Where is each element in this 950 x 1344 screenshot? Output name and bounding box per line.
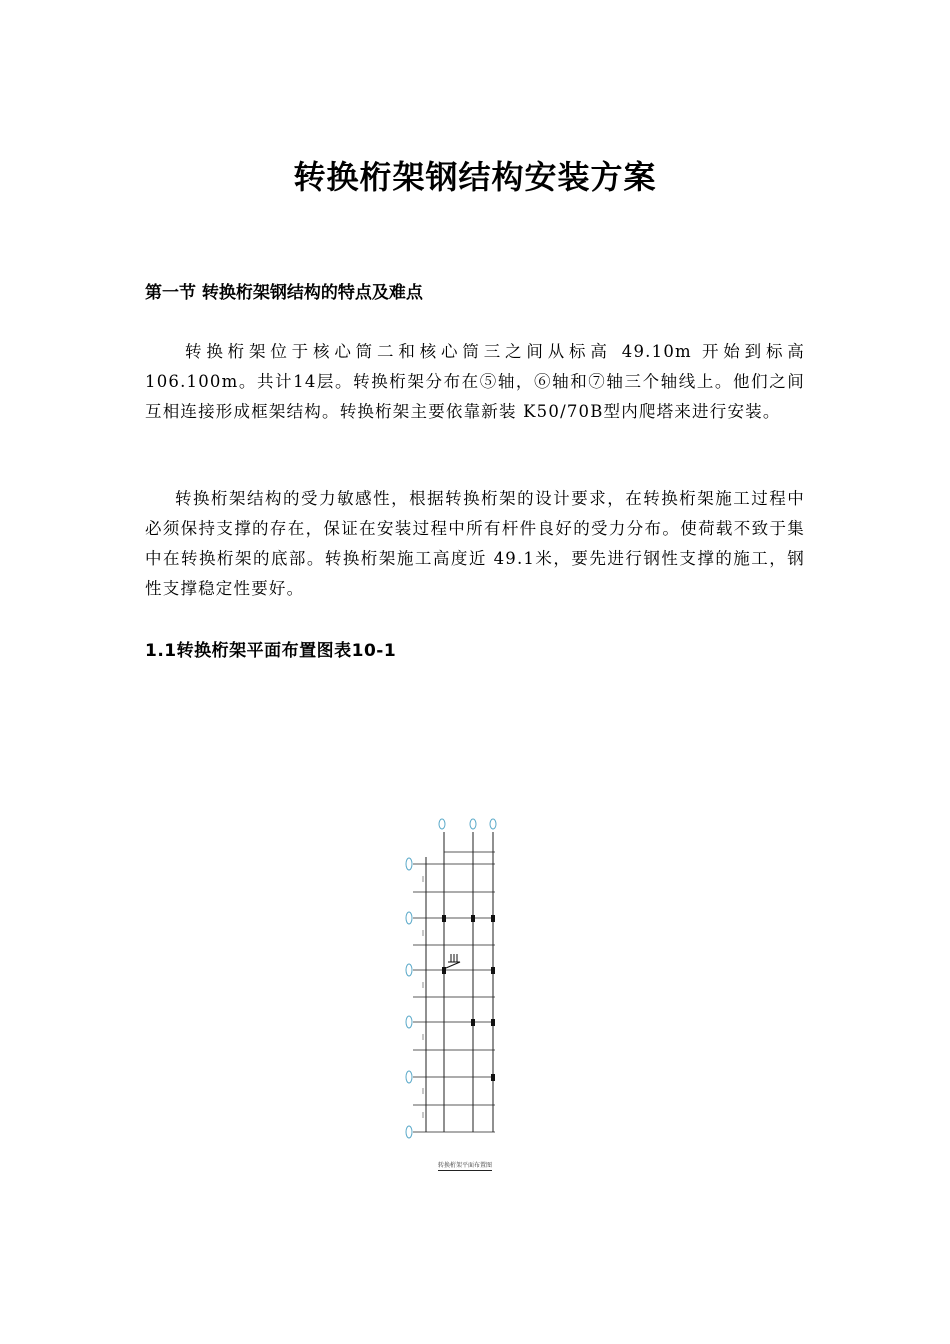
paragraph-1: 转换桁架位于核心筒二和核心筒三之间从标高 49.10m 开始到标高 106.100m。共计14层。转换桁架分布在⑤轴，⑥轴和⑦轴三个轴线上。他们之间互相连接形成框架结构。转换桁架主要依靠新装 K50/70B型内爬塔来进行安装。 bbox=[145, 342, 805, 421]
horizontal-gridlines bbox=[413, 852, 495, 1132]
paragraph-2: 转换桁架结构的受力敏感性，根据转换桁架的设计要求，在转换桁架施工过程中必须保持支撑的存在，保证在安装过程中所有杆件良好的受力分布。使荷载不致于集中在转换桁架的底部。转换桁架施工高度近 49.1米，要先进行钢性支撑的施工，钢性支撑稳定性要好。 bbox=[145, 489, 805, 598]
column-nodes bbox=[442, 915, 495, 1081]
truss-layout-drawing bbox=[398, 812, 508, 1182]
page-title: 转换桁架钢结构安装方案 bbox=[293, 158, 657, 196]
stair-symbol bbox=[446, 954, 460, 968]
figure-subheading: 1.1转换桁架平面布置图表10-1 bbox=[145, 641, 397, 661]
figure-caption: 转换桁架平面布置图 bbox=[438, 1162, 493, 1169]
section-heading: 第一节 转换桁架钢结构的特点及难点 bbox=[145, 283, 423, 303]
axis-bubbles-left bbox=[406, 858, 412, 1138]
axis-bubbles-top bbox=[439, 819, 496, 829]
vertical-gridlines bbox=[426, 832, 493, 1132]
